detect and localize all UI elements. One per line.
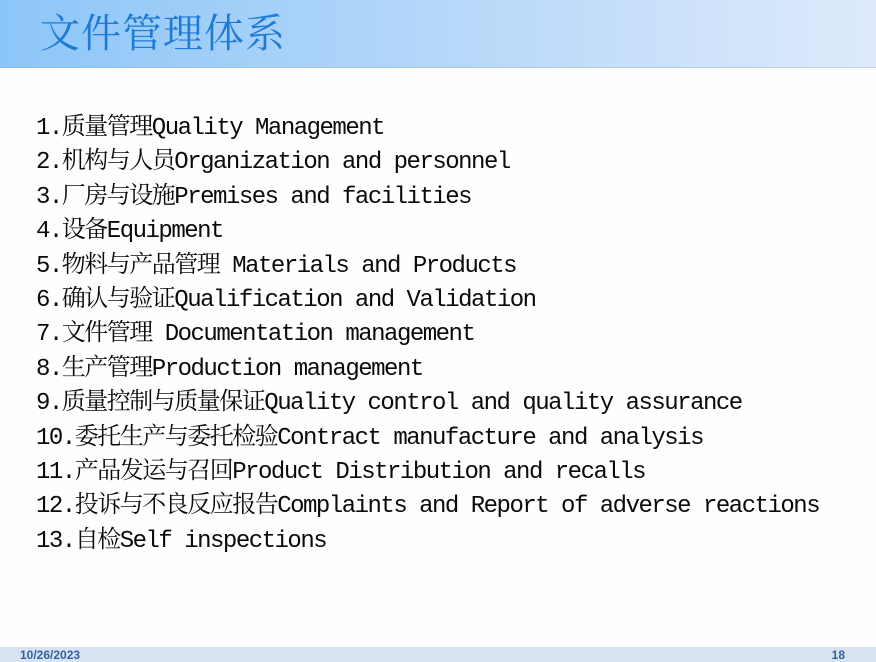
list-item: 5.物料与产品管理 Materials and Products: [36, 252, 517, 280]
list-item: 7.文件管理 Documentation management: [36, 321, 475, 349]
footer-date: 10/26/2023: [20, 647, 81, 662]
footer-page-number: 18: [831, 647, 845, 662]
list-item: 8.生产管理Production management: [36, 355, 423, 383]
list-item: 6.确认与验证Qualification and Validation: [36, 286, 536, 314]
list-item: 3.厂房与设施Premises and facilities: [36, 183, 472, 211]
list-item: 2.机构与人员Organization and personnel: [36, 149, 510, 177]
slide-header-band: [0, 0, 876, 68]
list-item: 13.自检Self inspections: [36, 527, 327, 555]
list-item: 11.产品发运与召回Product Distribution and recalls: [36, 458, 646, 486]
slide-footer-bar: [0, 647, 876, 662]
list-item: 10.委托生产与委托检验Contract manufacture and analysis: [36, 424, 703, 452]
list-item: 12.投诉与不良反应报告Complaints and Report of adverse reactions: [36, 493, 820, 521]
slide-title: 文件管理体系: [40, 11, 286, 57]
list-item: 9.质量控制与质量保证Quality control and quality assurance: [36, 390, 742, 418]
list-item: 4.设备Equipment: [36, 218, 223, 246]
list-item: 1.质量管理Quality Management: [36, 115, 385, 142]
topic-list: [36, 112, 819, 559]
